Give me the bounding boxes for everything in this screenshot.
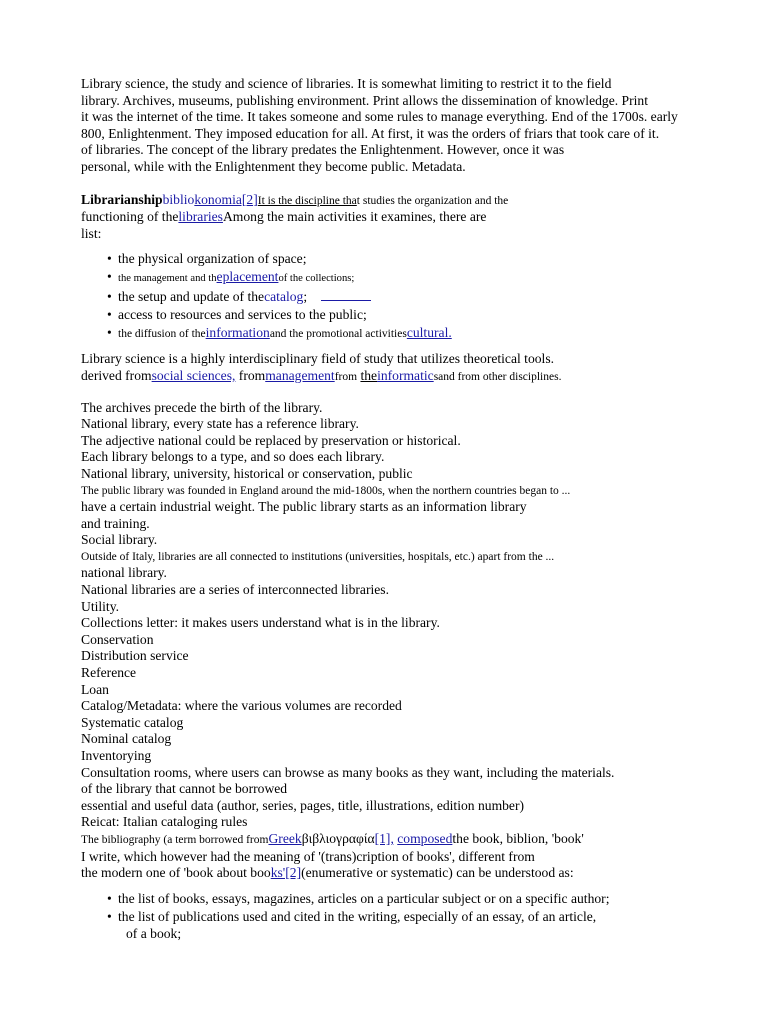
text-line: The archives precede the birth of the library. — [81, 399, 323, 415]
text-line: National library, every state has a reference library. — [81, 416, 359, 432]
text-line: I write, which however had the meaning of '(trans)cription of books', different from — [81, 848, 535, 864]
placement-link[interactable]: eplacement — [216, 269, 279, 285]
activities-list — [81, 250, 741, 343]
text-span: Among the main activities it examines, there are — [222, 209, 487, 225]
item-text: the physical organization of space; — [118, 251, 307, 267]
librarianship-term: Librarianship — [81, 191, 163, 207]
text-line: National library, university, historical or conservation, public — [81, 465, 413, 481]
text-line: Loan — [81, 681, 109, 697]
greek-word: βιβλιογραφία — [301, 830, 375, 846]
interdisciplinary-paragraph — [81, 351, 741, 385]
biblio-link[interactable]: biblio — [162, 191, 195, 207]
text-span: the — [360, 367, 378, 383]
text-line: Library science, the study and science of libraries. It is somewhat limiting to restrict it to the field — [81, 76, 612, 91]
item-text: the management and th — [118, 273, 217, 285]
item-text: of the collections; — [278, 273, 355, 285]
text-line: 800, Enlightenment. They imposed education for all. At first, it was the orders of friars that took care of it. — [81, 125, 660, 141]
text-span: the modern one of 'book about boo — [81, 865, 271, 881]
text-span: the book, biblion, 'book' — [452, 830, 584, 846]
item-text: the diffusion of the — [118, 328, 206, 341]
text-line: Catalog/Metadata: where the various volumes are recorded — [81, 698, 402, 714]
list-item-continuation: of a book; — [126, 925, 182, 941]
list-item — [81, 306, 741, 324]
text-span: sand from other disciplines. — [433, 370, 562, 383]
libraries-link[interactable]: libraries — [178, 209, 223, 225]
text-line: list: — [81, 225, 102, 241]
information-link[interactable]: information — [205, 325, 270, 341]
link-underline[interactable] — [321, 288, 371, 301]
librarianship-paragraph — [81, 192, 741, 243]
bibliography-list — [81, 890, 741, 926]
greek-link[interactable]: Greek — [268, 830, 302, 846]
text-line: personal, while with the Enlightenment they become public. Metadata. — [81, 158, 466, 174]
text-line: Social library. — [81, 532, 158, 548]
text-span: t studies the organization and the — [356, 194, 509, 207]
management-link[interactable]: management — [265, 367, 335, 383]
footnote-2-link[interactable]: ks'[2] — [270, 865, 302, 881]
text-line: The adjective national could be replaced by preservation or historical. — [81, 432, 461, 448]
text-line: Conservation — [81, 631, 154, 647]
document-page — [81, 76, 741, 942]
text-line: of libraries. The concept of the library predates the Enlightenment. However, once it was — [81, 142, 565, 158]
text-span: derived from — [81, 367, 152, 383]
text-line: Collections letter: it makes users understand what is in the library. — [81, 615, 440, 631]
text-line: Library science is a highly interdisciplinary field of study that utilizes theoretical tools. — [81, 351, 555, 367]
text-line: National libraries are a series of interconnected libraries. — [81, 582, 389, 598]
list-item — [81, 288, 741, 306]
item-text: ; — [303, 289, 308, 305]
text-line: Utility. — [81, 598, 120, 614]
text-span: from — [334, 370, 358, 383]
text-span: functioning of the — [81, 209, 179, 225]
social-sciences-link[interactable]: social sciences, — [151, 367, 236, 383]
catalog-link[interactable]: catalog — [264, 289, 304, 305]
text-line: and training. — [81, 515, 150, 531]
text-line: it was the internet of the time. It takes someone and some rules to manage everything. End of the 1700s. early — [81, 109, 678, 125]
item-text: access to resources and services to the public; — [118, 307, 367, 323]
text-line: Outside of Italy, libraries are all connected to institutions (universities, hospitals, etc.) apart from the ... — [81, 550, 555, 563]
informatic-link[interactable]: informatic — [377, 367, 434, 383]
bibliography-paragraph — [81, 831, 741, 882]
text-line: essential and useful data (author, series, pages, title, illustrations, edition number) — [81, 797, 525, 813]
konomia-link[interactable]: konomia[2] — [194, 191, 258, 207]
cultural-link[interactable]: cultural. — [406, 325, 452, 341]
text-line: library. Archives, museums, publishing environment. Print allows the dissemination of knowledge. Print — [81, 92, 648, 108]
text-span: It is the discipline tha — [257, 194, 357, 207]
notes-section — [81, 400, 741, 831]
composed-link[interactable]: composed — [397, 830, 453, 846]
intro-paragraph — [81, 76, 741, 176]
text-span: The bibliography (a term borrowed from — [81, 833, 269, 846]
list-item: • the list of books, essays, magazines, articles on a particular subject or on a specific author; — [81, 890, 741, 908]
text-line: Reference — [81, 665, 137, 681]
list-item — [81, 324, 741, 343]
item-text: the setup and update of the — [118, 289, 265, 305]
text-line: Inventorying — [81, 748, 152, 763]
text-line: of the library that cannot be borrowed — [81, 781, 288, 797]
item-text: and the promotional activities — [269, 328, 407, 341]
text-line: Each library belongs to a type, and so does each library. — [81, 449, 385, 465]
list-item: • the list of publications used and cited in the writing, especially of an essay, of an article, — [81, 908, 741, 926]
text-line: have a certain industrial weight. The public library starts as an information library — [81, 499, 527, 515]
text-line: Consultation rooms, where users can browse as many books as they want, including the materials. — [81, 764, 615, 780]
text-span: (enumerative or systematic) can be understood as: — [301, 865, 574, 881]
text-line: Systematic catalog — [81, 714, 184, 730]
text-line: The public library was founded in England around the mid-1800s, when the northern countries began to ... — [81, 484, 571, 497]
text-line: Reicat: Italian cataloging rules — [81, 814, 248, 830]
text-span: from — [238, 367, 266, 383]
list-item — [81, 268, 741, 288]
text-line: Nominal catalog — [81, 731, 172, 747]
text-line: Distribution service — [81, 648, 189, 664]
list-item — [81, 250, 741, 268]
text-line: national library. — [81, 565, 167, 581]
footnote-1-link[interactable]: [1], — [374, 830, 394, 846]
